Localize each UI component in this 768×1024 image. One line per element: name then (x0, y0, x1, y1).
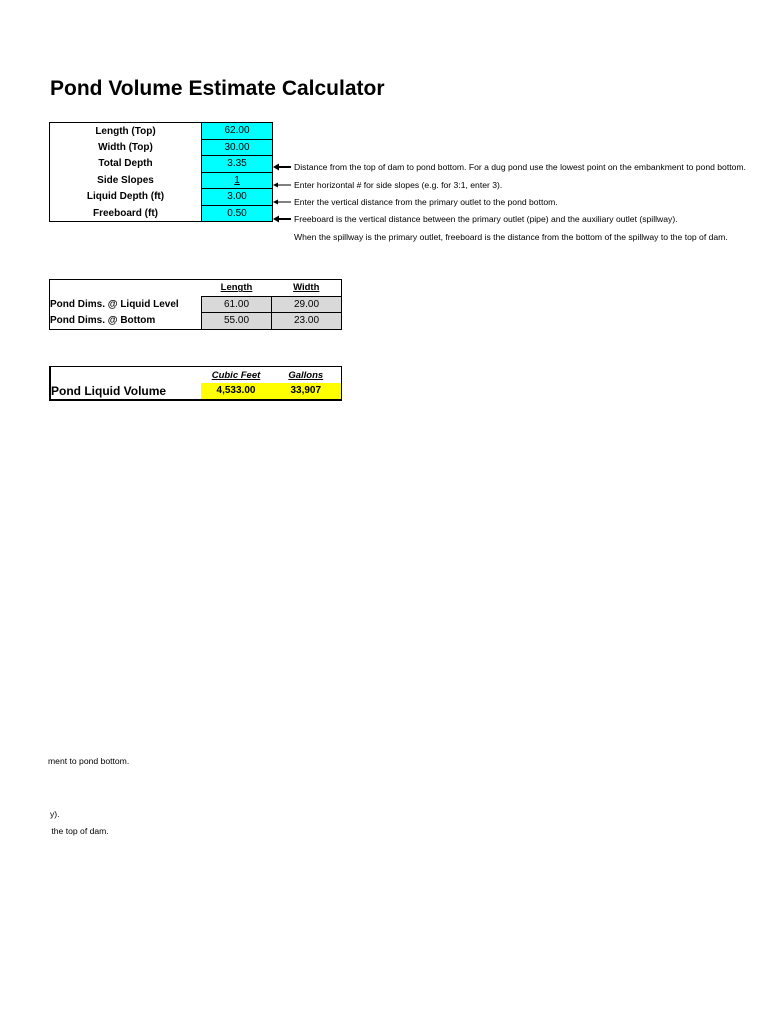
arrow-left-icon (273, 215, 291, 223)
input-total-depth[interactable]: 3.35 (202, 156, 273, 173)
input-row-liquid-depth (50, 189, 273, 206)
input-width-top[interactable]: 30.00 (202, 139, 273, 156)
dims-header-blank (50, 280, 202, 297)
dims-row-bottom (50, 313, 342, 330)
label-total-depth: Total Depth (50, 156, 202, 173)
volume-header-row (50, 367, 341, 384)
volume-label: Pond Liquid Volume (51, 383, 167, 398)
volume-cubic-feet: 4,533.00 (201, 383, 271, 400)
label-side-slopes: Side Slopes (50, 172, 202, 189)
input-row-width-top (50, 139, 273, 156)
input-row-length-top (50, 123, 273, 140)
input-side-slopes[interactable]: 1 (202, 172, 273, 189)
input-table (49, 122, 273, 222)
dims-label-liquid-level: Pond Dims. @ Liquid Level (50, 298, 179, 310)
note-side-slopes: Enter horizontal # for side slopes (e.g. for 3:1, enter 3). (294, 180, 503, 190)
dims-bottom-width: 23.00 (272, 313, 342, 330)
input-row-freeboard (50, 205, 273, 222)
volume-row (50, 383, 341, 400)
volume-header-gallons: Gallons (288, 369, 324, 381)
dims-liquid-length: 61.00 (202, 296, 272, 313)
pond-dims-table (49, 279, 342, 330)
arrow-left-icon (273, 198, 291, 206)
dims-label-bottom: Pond Dims. @ Bottom (50, 315, 156, 326)
input-length-top[interactable]: 62.00 (202, 123, 273, 140)
overflow-text-2: y). (50, 809, 60, 819)
volume-header-blank (50, 367, 201, 384)
input-row-side-slopes (50, 172, 273, 189)
note-liquid-depth: Enter the vertical distance from the primary outlet to the pond bottom. (294, 197, 558, 207)
note-freeboard: Freeboard is the vertical distance between the primary outlet (pipe) and the auxiliary outlet (spillway). (294, 214, 678, 224)
overflow-text-1: ment to pond bottom. (48, 756, 130, 766)
page-title: Pond Volume Estimate Calculator (50, 77, 385, 100)
dims-row-liquid-level (50, 296, 342, 313)
volume-gallons: 33,907 (271, 383, 341, 400)
dims-header-row (50, 280, 342, 297)
volume-table (49, 366, 342, 401)
dims-bottom-length: 55.00 (202, 313, 272, 330)
dims-liquid-width: 29.00 (272, 296, 342, 313)
arrow-left-icon (273, 163, 291, 171)
volume-header-cubic-feet: Cubic Feet (211, 369, 261, 381)
input-freeboard[interactable]: 0.50 (202, 205, 273, 222)
note-spillway: When the spillway is the primary outlet, freeboard is the distance from the bottom of the spillway to the top of dam. (294, 232, 728, 242)
input-liquid-depth[interactable]: 3.00 (202, 189, 273, 206)
input-row-total-depth (50, 156, 273, 173)
dims-header-length: Length (220, 282, 253, 294)
overflow-text-3: the top of dam. (49, 826, 109, 836)
note-total-depth: Distance from the top of dam to pond bottom. For a dug pond use the lowest point on the embankment to pond bottom. (294, 162, 746, 172)
label-freeboard: Freeboard (ft) (50, 205, 202, 222)
arrow-left-icon (273, 181, 291, 189)
label-length-top: Length (Top) (50, 123, 202, 140)
label-liquid-depth: Liquid Depth (ft) (50, 189, 202, 206)
dims-header-width: Width (293, 282, 320, 294)
label-width-top: Width (Top) (50, 139, 202, 156)
